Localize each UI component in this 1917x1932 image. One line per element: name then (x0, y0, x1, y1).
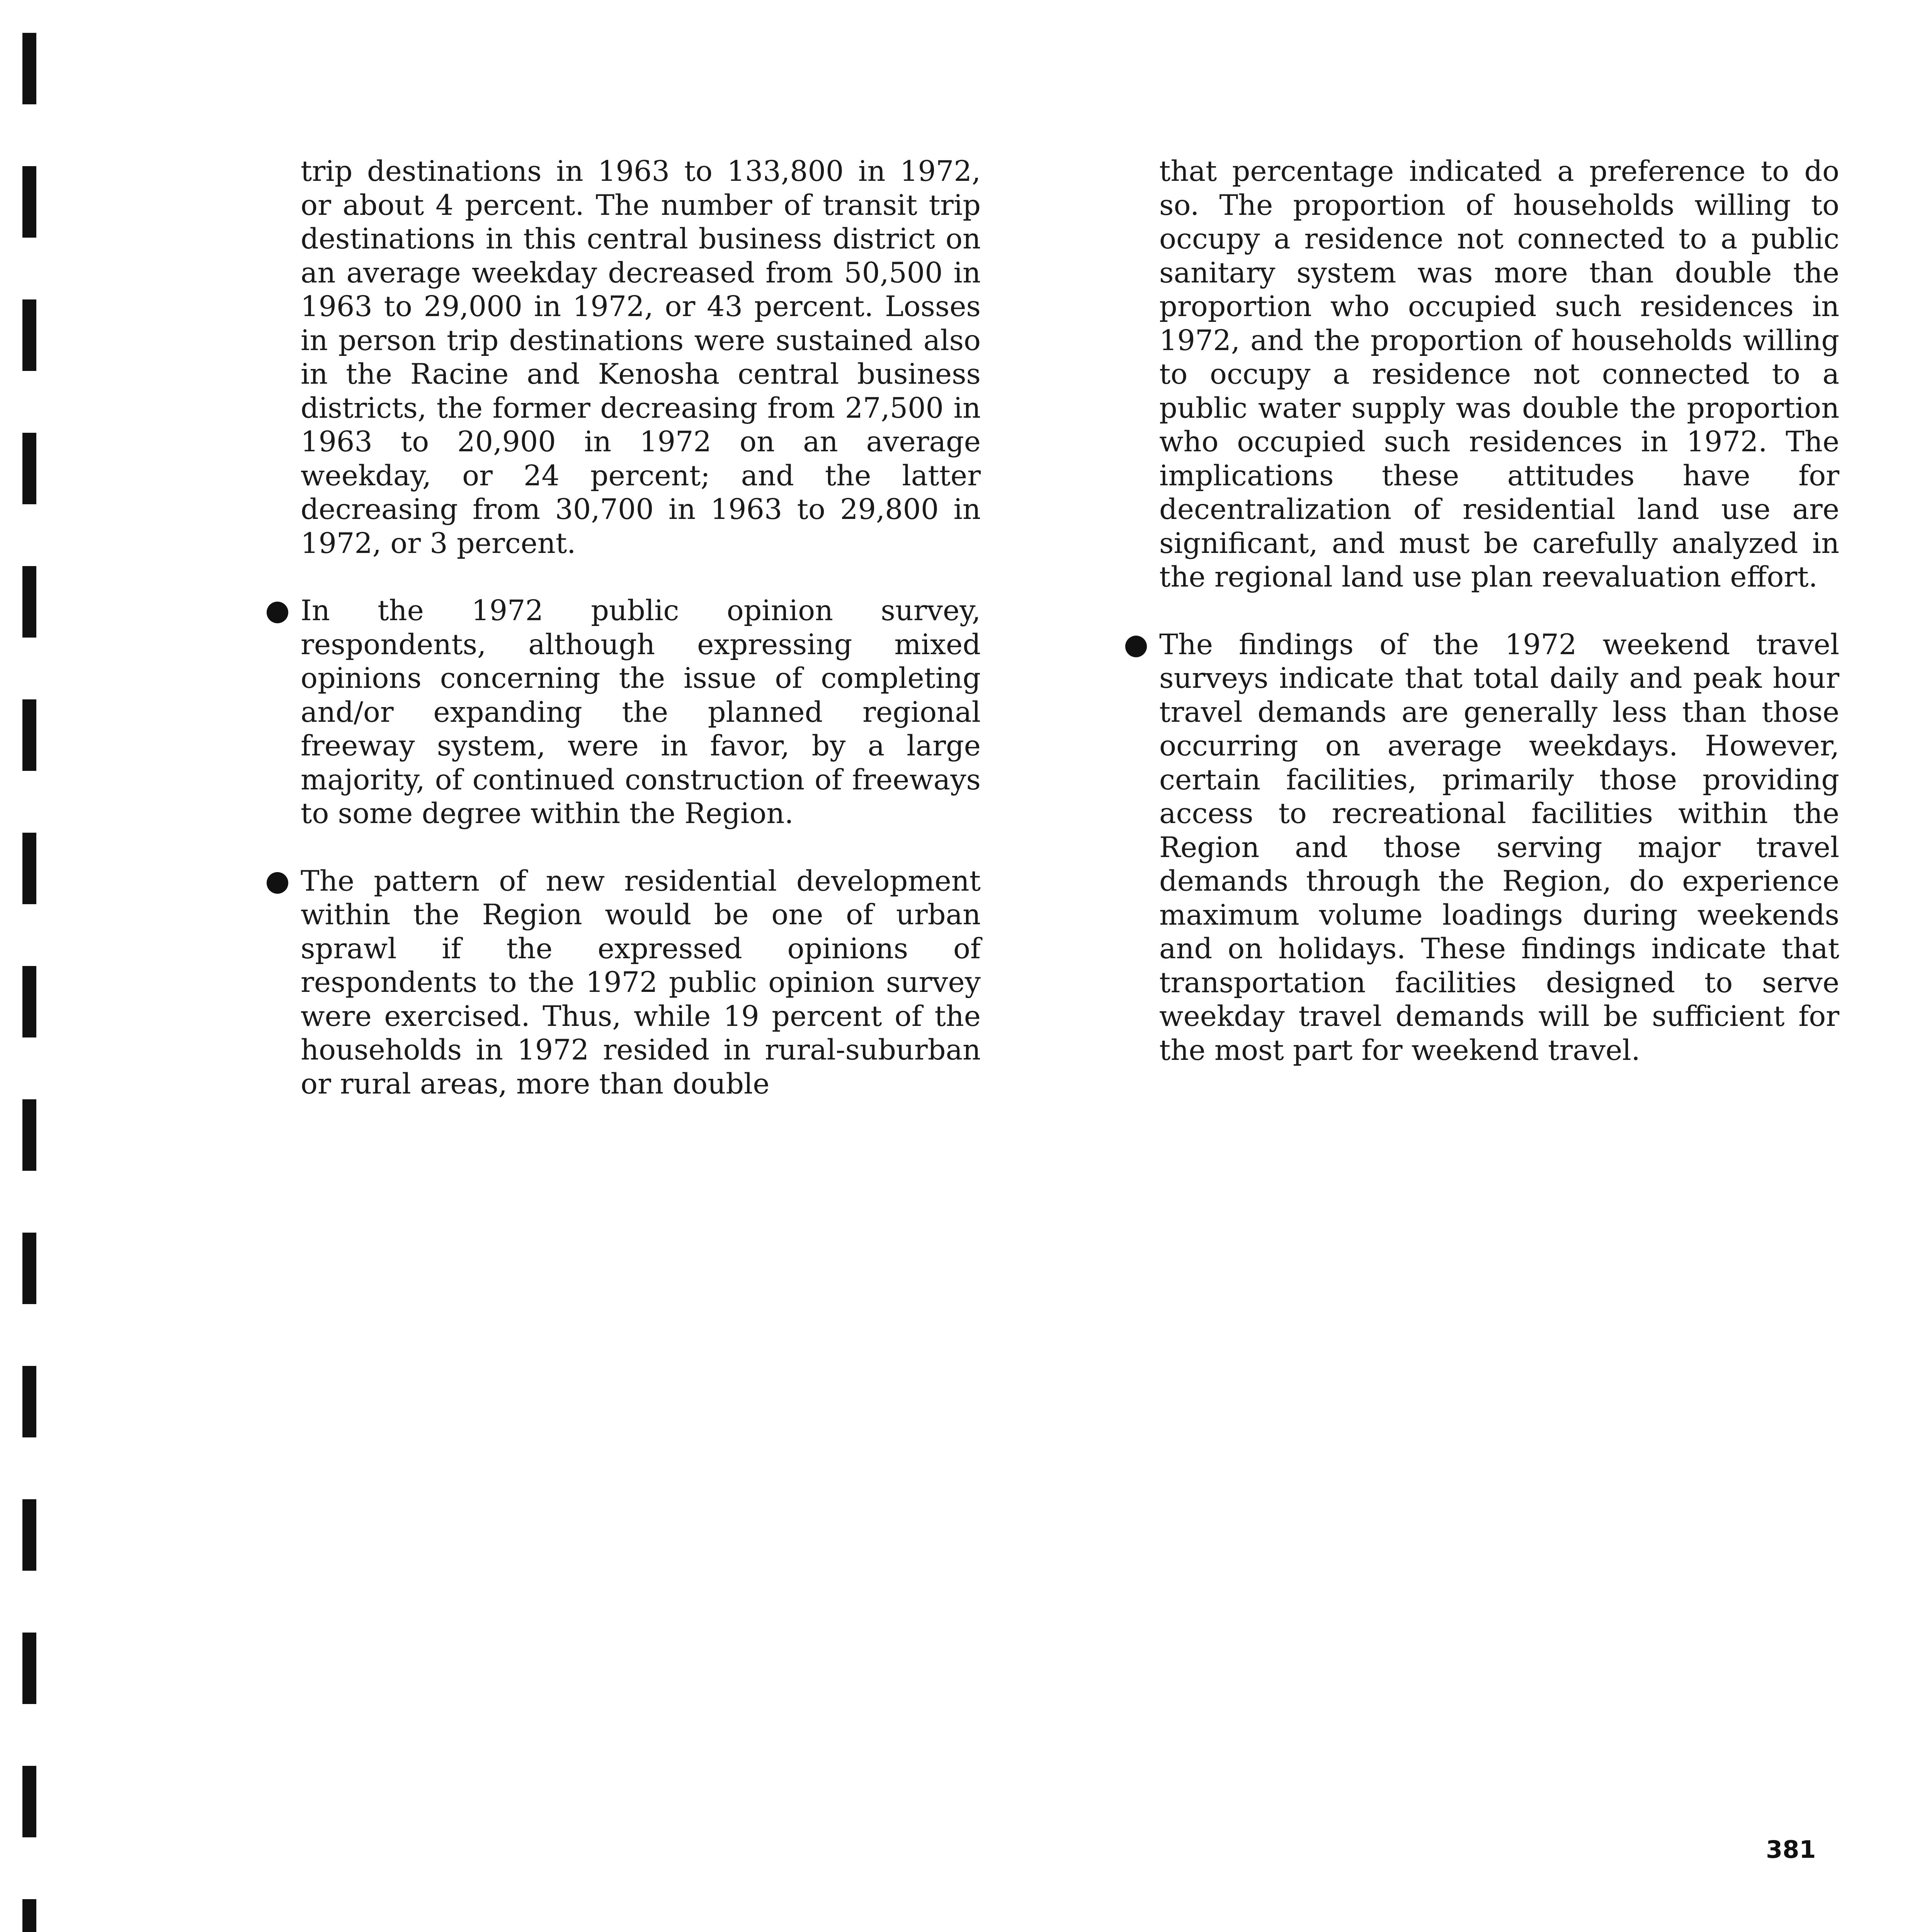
binding-mark (22, 1233, 36, 1304)
right-paragraph-2 (1159, 628, 1839, 1068)
binding-mark (22, 966, 36, 1037)
paragraph-text: that percentage indicated a preference to do so. The proportion of households willing to occupy a residence not connected to a public sanitary system was more than double the proportion who occupied such residences in 1972, and the proportion of households willing to occupy a residence not connected to a public water supply was double the proportion who occupied such residences in 1972. The implications these attitudes have for decentralization of residential land use are significant, and must be carefully analyzed in the regional land use plan reevaluation effort. (1159, 155, 1839, 594)
left-paragraph-1 (301, 155, 981, 560)
paragraph-text: The findings of the 1972 weekend travel surveys indicate that total daily and peak hour travel demands are generally less than those occurring on average weekdays. However, certain facilities, primarily those providing access to recreational facilities within the Region and those serving major travel demands through the Region, do experience maximum volume loadings during weekends and on holidays. These findings indicate that transportation facilities designed to serve weekday travel demands will be sufficient for the most part for weekend travel. (1159, 628, 1839, 1067)
binding-mark (22, 566, 36, 638)
paragraph-text: The pattern of new residential development within the Region would be one of urban sprawl if the expressed opinions of respondents to the 1972 public opinion survey were exercised. Thus, while 19 percent of the households in 1972 resided in rural-suburban or rural areas, more than double (301, 864, 981, 1100)
binding-mark (22, 433, 36, 504)
binding-mark (22, 1766, 36, 1837)
bullet-icon (1125, 636, 1147, 657)
paragraph-text: trip destinations in 1963 to 133,800 in 1972, or about 4 percent. The number of transit trip destinations in this central business district on an average weekday decreased from 50,500 in 1963 to 29,000 in 1972, or 43 percent. Losses in person trip destinations were sustained also in the Racine and Kenosha central business districts, the former decreasing from 27,500 in 1963 to 20,900 in 1972 on an average weekday, or 24 percent; and the latter decreasing from 30,700 in 1963 to 29,800 in 1972, or 3 percent. (301, 155, 981, 560)
binding-mark (22, 833, 36, 904)
binding-mark (22, 299, 36, 371)
binding-mark (22, 1366, 36, 1437)
binding-mark (22, 1099, 36, 1171)
left-paragraph-3 (301, 864, 981, 1101)
left-column (301, 155, 981, 1134)
binding-mark (22, 1499, 36, 1571)
binding-mark (22, 1899, 36, 1932)
binding-mark (22, 33, 36, 104)
binding-mark (22, 699, 36, 771)
bullet-icon (267, 602, 288, 623)
page-number: 381 (1766, 1835, 1816, 1864)
right-column (1159, 155, 1839, 1101)
left-paragraph-2 (301, 594, 981, 831)
binding-mark (22, 1633, 36, 1704)
right-paragraph-1 (1159, 155, 1839, 594)
binding-mark (22, 166, 36, 238)
paragraph-text: In the 1972 public opinion survey, respondents, although expressing mixed opinions concerning the issue of completing and/or expanding the planned regional freeway system, were in favor, by a large majority, of continued construction of freeways to some degree within the Region. (301, 594, 981, 830)
bullet-icon (267, 872, 288, 894)
